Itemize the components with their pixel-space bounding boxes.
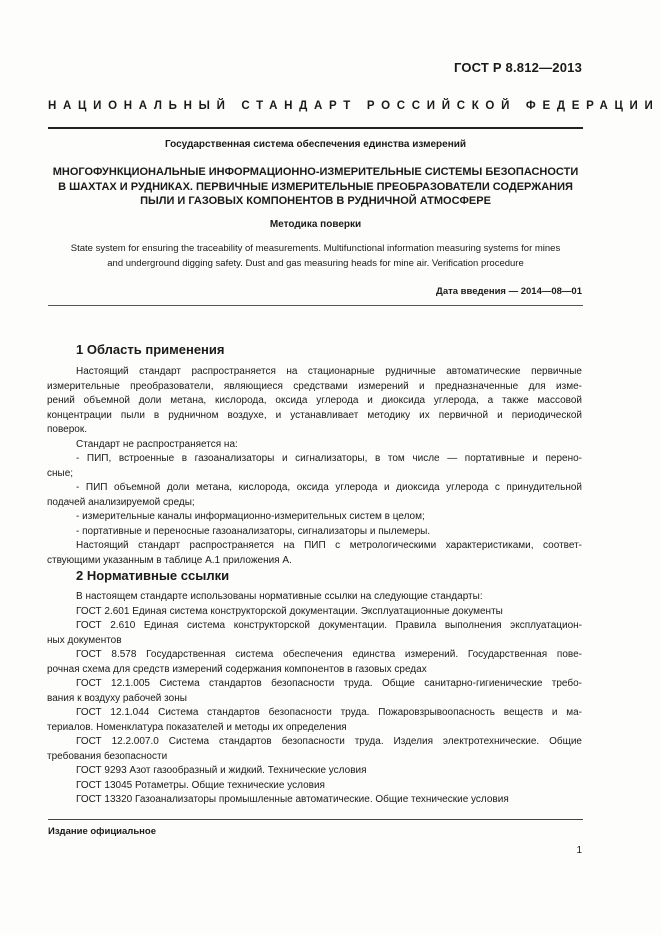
introduction-date: Дата введения — 2014—08—01 xyxy=(436,286,582,297)
text-line: измерительные преобразователи, являющиеся средствами измерений и предназначенные для изме- xyxy=(47,380,582,392)
national-standard-banner: НАЦИОНАЛЬНЫЙ СТАНДАРТ РОССИЙСКОЙ ФЕДЕРАЦИИ xyxy=(48,100,660,112)
footer-divider xyxy=(48,819,583,820)
text-line: - ПИП объемной доли метана, кислорода, оксида углерода и диоксида углерода с принудительной xyxy=(76,482,582,493)
text-line: ГОСТ 12.1.044 Система стандартов безопасности труда. Пожаровзрывоопасность веществ и ма- xyxy=(76,707,582,718)
english-title-line: and underground digging safety. Dust and gas measuring heads for mine air. Verification procedure xyxy=(107,257,524,269)
english-title-line: State system for ensuring the traceability of measurements. Multifunctional information measuring systems for mines xyxy=(70,243,561,254)
section-2-heading: 2 Нормативные ссылки xyxy=(76,568,230,583)
text-line: В настоящем стандарте использованы нормативные ссылки на следующие стандарты: xyxy=(76,591,483,602)
text-line: рений объемной доли метана, кислорода, оксида углерода и диоксида углерода, а также массовой xyxy=(47,395,582,406)
text-line: ГОСТ 9293 Азот газообразный и жидкий. Технические условия xyxy=(76,765,367,776)
text-line: - ПИП, встроенные в газоанализаторы и сигнализаторы, в том числе — портативные и перено- xyxy=(76,453,582,464)
text-line: Стандарт не распространяется на: xyxy=(76,438,238,450)
text-line: вания к воздуху рабочей зоны xyxy=(47,692,187,704)
document-id: ГОСТ Р 8.812—2013 xyxy=(453,60,582,75)
section-2-body xyxy=(47,590,582,808)
main-title-line: ПЫЛИ И ГАЗОВЫХ КОМПОНЕНТОВ В РУДНИЧНОЙ АТМОСФЕРЕ xyxy=(140,195,491,207)
text-line: требования безопасности xyxy=(47,750,168,762)
text-line: ных документов xyxy=(47,634,122,646)
text-line: Настоящий стандарт распространяется на ПИП с метрологическими характеристиками, соответ- xyxy=(76,540,582,551)
main-title xyxy=(48,165,583,209)
system-title: Государственная система обеспечения единства измерений xyxy=(164,139,467,150)
text-line: ГОСТ 13320 Газоанализаторы промышленные автоматические. Общие технические условия xyxy=(76,794,509,805)
text-line: ГОСТ 12.2.007.0 Система стандартов безопасности труда. Изделия электротехнические. Общие xyxy=(76,736,582,747)
text-line: ГОСТ 13045 Ротаметры. Общие технические условия xyxy=(76,779,325,791)
english-title xyxy=(48,242,583,271)
title-divider xyxy=(48,305,583,306)
text-line: - портативные и переносные газоанализаторы, сигнализаторы и пылемеры. xyxy=(76,525,431,537)
section-1-body xyxy=(47,365,582,568)
method-subtitle: Методика поверки xyxy=(269,219,362,230)
main-title-line: МНОГОФУНКЦИОНАЛЬНЫЕ ИНФОРМАЦИОННО-ИЗМЕРИТЕЛЬНЫЕ СИСТЕМЫ БЕЗОПАСНОСТИ xyxy=(52,166,579,178)
page-number: 1 xyxy=(576,845,582,856)
text-line: поверок. xyxy=(47,424,88,435)
edition-note: Издание официальное xyxy=(48,826,156,837)
main-title-line: В ШАХТАХ И РУДНИКАХ. ПЕРВИЧНЫЕ ИЗМЕРИТЕЛЬНЫЕ ПРЕОБРАЗОВАТЕЛИ СОДЕРЖАНИЯ xyxy=(58,180,573,193)
text-line: ГОСТ 8.578 Государственная система обеспечения единства измерений. Государственная пове- xyxy=(76,649,582,660)
text-line: Настоящий стандарт распространяется на стационарные рудничные автоматические первичные xyxy=(76,366,582,377)
text-line: ствующими указанным в таблице А.1 приложения А. xyxy=(47,554,292,566)
text-line: ГОСТ 2.610 Единая система конструкторской документации. Правила выполнения эксплуатацион- xyxy=(76,620,582,631)
text-line: - измерительные каналы информационно-измерительных систем в целом; xyxy=(76,511,425,522)
top-divider xyxy=(48,127,583,129)
text-line: ГОСТ 2.601 Единая система конструкторской документации. Эксплуатационные документы xyxy=(76,605,503,617)
text-line: концентрации пыли в рудничном воздухе, и устанавливает методику их первичной и периодической xyxy=(47,409,582,421)
section-1-heading: 1 Область применения xyxy=(76,342,225,357)
text-line: ГОСТ 12.1.005 Система стандартов безопасности труда. Общие санитарно-гигиенические требо- xyxy=(76,678,582,689)
text-line: сные; xyxy=(47,467,74,479)
text-line: рочная схема для средств измерений содержания компонентов в газовых средах xyxy=(47,663,427,675)
text-line: териалов. Номенклатура показателей и методы их определения xyxy=(47,721,347,733)
text-line: подачей анализируемой среды; xyxy=(47,496,195,508)
